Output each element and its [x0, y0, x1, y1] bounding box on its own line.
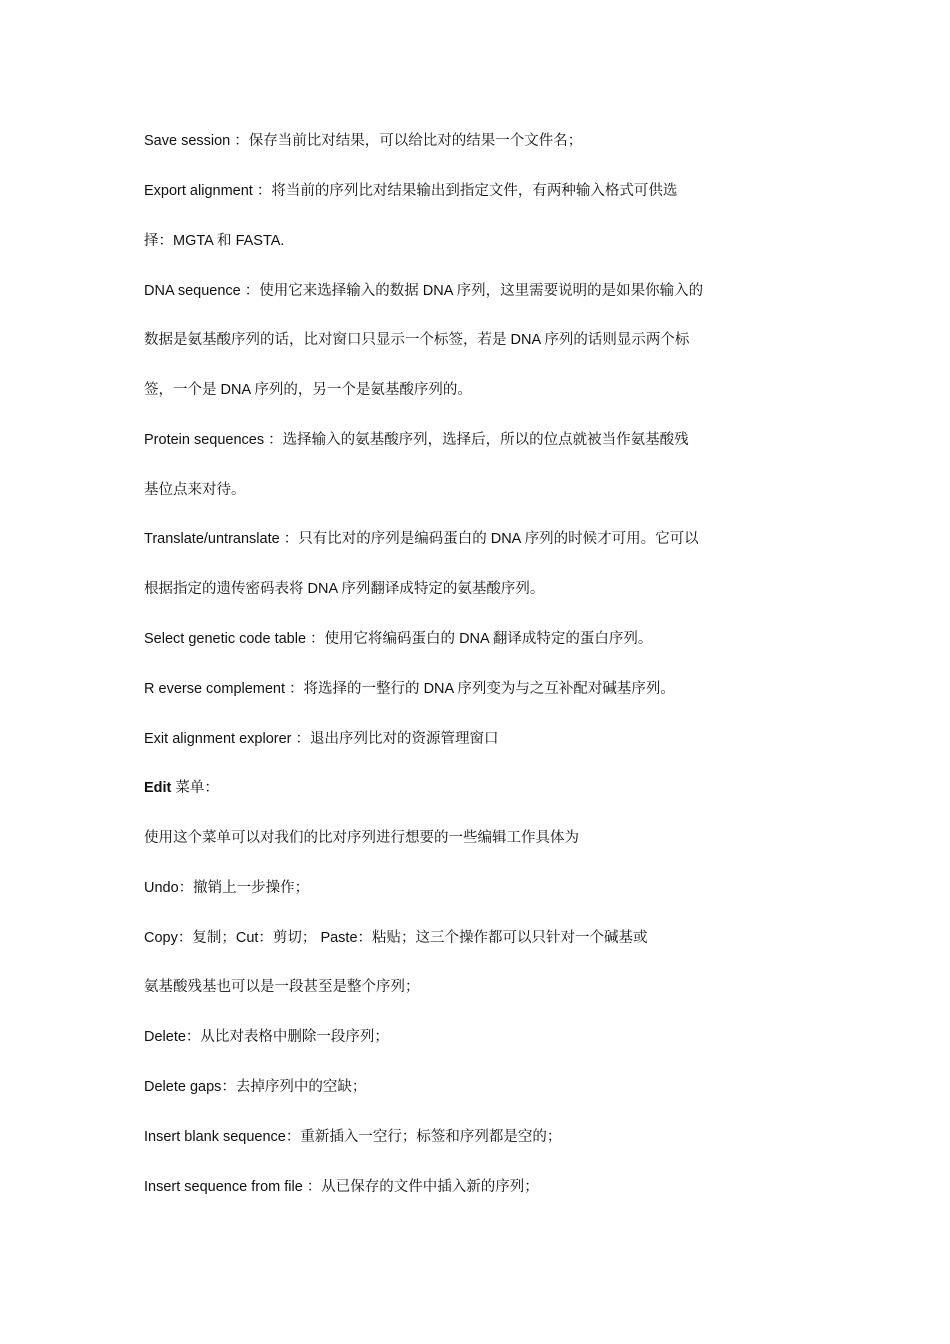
text-line: 根据指定的遗传密码表将 DNA 序列翻译成特定的氨基酸序列。 — [144, 581, 545, 597]
text-line: Export alignment ：将当前的序列比对结果输出到指定文件，有两种输入格式可供选 — [144, 183, 678, 199]
section-heading-edit — [144, 776, 824, 800]
text-line: 签，一个是 DNA 序列的，另一个是氨基酸序列的。 — [144, 382, 472, 398]
edit-heading-bold: Edit — [144, 780, 172, 796]
text-line: Exit alignment explorer ：退出序列比对的资源管理窗口 — [144, 731, 499, 747]
text-line: Insert sequence from file ：从已保存的文件中插入新的序列； — [144, 1179, 539, 1195]
text-line: 数据是氨基酸序列的话，比对窗口只显示一个标签，若是 DNA 序列的话则显示两个标 — [144, 332, 690, 348]
text-line: Copy：复制；Cut：剪切； Paste：粘贴；这三个操作都可以只针对一个碱基或 — [144, 930, 648, 946]
text-line: Delete：从比对表格中删除一段序列； — [144, 1029, 389, 1045]
text-line: Save session ：保存当前比对结果，可以给比对的结果一个文件名； — [144, 133, 583, 149]
text-line: 使用这个菜单可以对我们的比对序列进行想要的一些编辑工作具体为 — [144, 830, 579, 846]
text-line: 氨基酸残基也可以是一段甚至是整个序列； — [144, 979, 420, 995]
text-line: DNA sequence ：使用它来选择输入的数据 DNA 序列，这里需要说明的是如果你输入的 — [144, 283, 704, 299]
text-line: R everse complement ：将选择的一整行的 DNA 序列变为与之互补配对碱基序列。 — [144, 681, 675, 697]
text-line: 基位点来对待。 — [144, 482, 246, 498]
text-line: Translate/untranslate ：只有比对的序列是编码蛋白的 DNA 序列的时候才可用。它可以 — [144, 531, 699, 547]
text-line: Delete gaps：去掉序列中的空缺； — [144, 1079, 367, 1095]
edit-heading-suffix: 菜单： — [171, 780, 219, 796]
text-line: Protein sequences ：选择输入的氨基酸序列，选择后，所以的位点就被当作氨基酸残 — [144, 432, 689, 448]
text-line: Undo：撤销上一步操作； — [144, 880, 310, 896]
text-line: Insert blank sequence：重新插入一空行；标签和序列都是空的； — [144, 1129, 562, 1145]
text-line: Select genetic code table ：使用它将编码蛋白的 DNA 翻译成特定的蛋白序列。 — [144, 631, 653, 647]
text-line: 择：MGTA 和 FASTA. — [144, 233, 285, 249]
